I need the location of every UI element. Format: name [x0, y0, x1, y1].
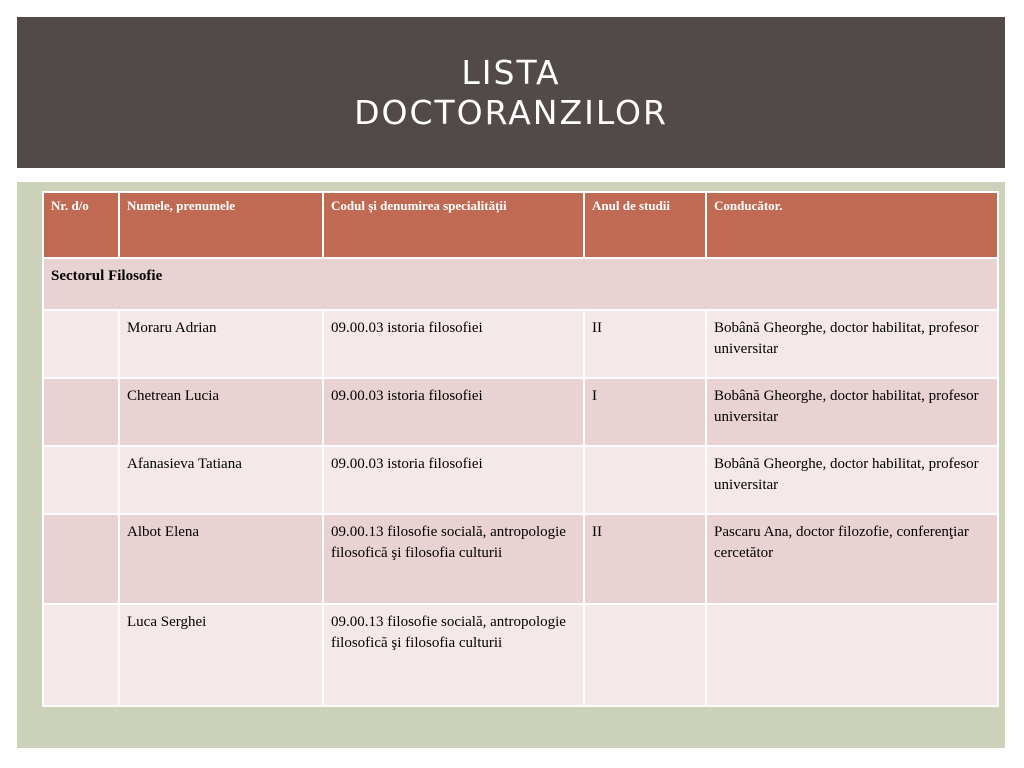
cell-name: Moraru Adrian [119, 310, 323, 378]
cell-nr [43, 310, 119, 378]
header-nr: Nr. d/o [43, 192, 119, 258]
cell-nr [43, 514, 119, 604]
header-year: Anul de studii [584, 192, 706, 258]
cell-name: Luca Serghei [119, 604, 323, 706]
cell-supervisor: Pascaru Ana, doctor filozofie, conferenţiar cercetător [706, 514, 998, 604]
sector-row [43, 258, 998, 310]
table-row [43, 604, 998, 706]
cell-name: Chetrean Lucia [119, 378, 323, 446]
cell-specialty: 09.00.13 filosofie socială, antropologie filosofică şi filosofia culturii [323, 604, 584, 706]
cell-nr [43, 604, 119, 706]
cell-supervisor: Bobână Gheorghe, doctor habilitat, profesor universitar [706, 378, 998, 446]
cell-year: I [584, 378, 706, 446]
header-specialty: Codul şi denumirea specialităţii [323, 192, 584, 258]
table-row [43, 514, 998, 604]
cell-name: Albot Elena [119, 514, 323, 604]
slide-title-line-1: LISTA [461, 52, 561, 92]
table-row [43, 310, 998, 378]
cell-specialty: 09.00.03 istoria filosofiei [323, 446, 584, 514]
title-band [17, 17, 1005, 168]
header-name: Numele, prenumele [119, 192, 323, 258]
cell-year: II [584, 514, 706, 604]
cell-specialty: 09.00.03 istoria filosofiei [323, 378, 584, 446]
cell-nr [43, 446, 119, 514]
cell-specialty: 09.00.03 istoria filosofiei [323, 310, 584, 378]
cell-year [584, 604, 706, 706]
table-header-row [43, 192, 998, 258]
cell-specialty: 09.00.13 filosofie socială, antropologie filosofică şi filosofia culturii [323, 514, 584, 604]
table-row [43, 378, 998, 446]
cell-year: II [584, 310, 706, 378]
cell-year [584, 446, 706, 514]
cell-nr [43, 378, 119, 446]
cell-supervisor [706, 604, 998, 706]
sector-label: Sectorul Filosofie [43, 258, 998, 310]
table-row [43, 446, 998, 514]
cell-supervisor: Bobână Gheorghe, doctor habilitat, profesor universitar [706, 310, 998, 378]
doctoral-students-table [42, 191, 999, 707]
cell-name: Afanasieva Tatiana [119, 446, 323, 514]
header-supervisor: Conducător. [706, 192, 998, 258]
cell-supervisor: Bobână Gheorghe, doctor habilitat, profesor universitar [706, 446, 998, 514]
slide-title-line-2: DOCTORANZILOR [354, 92, 668, 132]
